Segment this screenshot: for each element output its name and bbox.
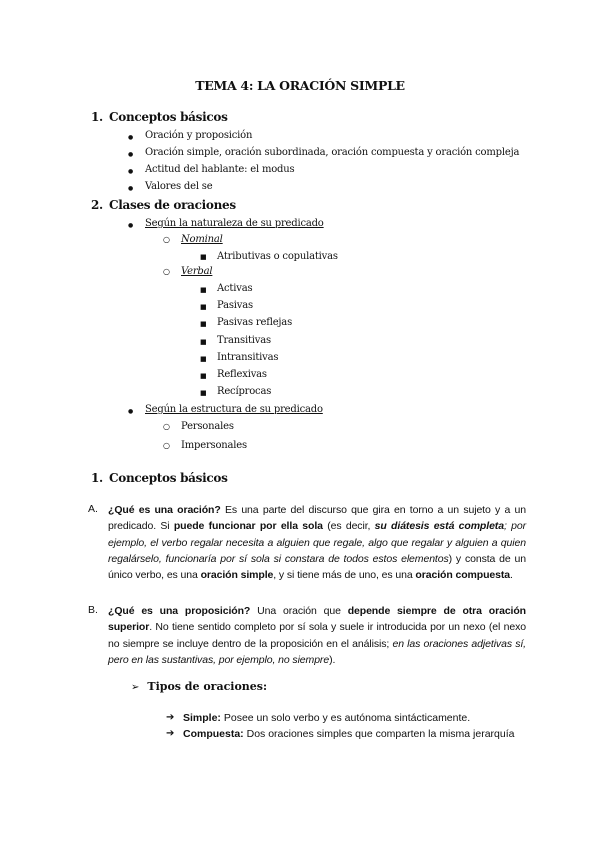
bold-text: Simple:	[183, 712, 221, 724]
question: ¿Qué es una oración?	[108, 504, 221, 516]
bold-text: puede funcionar por ella sola	[173, 520, 323, 533]
list-item: Atributivas o copulativas	[217, 251, 338, 262]
paragraph-label-a: A.	[88, 503, 98, 515]
square-bullet-icon	[200, 252, 207, 261]
circle-bullet-icon	[163, 267, 170, 276]
list-item-compuesta	[166, 726, 526, 742]
outline-section-1-heading	[91, 110, 228, 124]
list-item-naturaleza: Según la naturaleza de su predicado	[145, 218, 324, 229]
list-item-verbal: Verbal	[181, 266, 213, 277]
list-item: Impersonales	[181, 440, 247, 451]
list-item: Actitud del hablante: el modus	[145, 164, 295, 175]
question: ¿Qué es una proposición?	[108, 605, 251, 617]
section-label: Conceptos básicos	[109, 471, 228, 485]
paragraph-label-b: B.	[88, 604, 98, 616]
outline-section-2-heading	[91, 198, 236, 212]
section-number: 1.	[91, 110, 103, 124]
text: (es decir,	[322, 520, 375, 533]
bold-text: oración simple	[200, 569, 274, 582]
square-bullet-icon	[200, 388, 207, 397]
text: ) y consta de un único verbo, es una	[108, 552, 526, 582]
list-item: Oración simple, oración subordinada, oración compuesta y oración compleja	[145, 147, 520, 158]
tipos-label: Tipos de oraciones:	[147, 680, 268, 693]
bullet-icon	[128, 406, 133, 415]
list-item-nominal: Nominal	[181, 234, 223, 245]
italic-text: ; por ejemplo, el verbo regalar necesita a alguien que regale, algo que regalar y alguien a quien regalárselo, funcionaría por sí sola si constara de todos estos elementos	[108, 520, 526, 565]
paragraph-oracion	[108, 502, 526, 583]
bold-italic-text: su diátesis está completa	[374, 520, 504, 533]
italic-text: en las oraciones adjetivas sí, pero en las sustantivas, por ejemplo, no siempre	[108, 637, 527, 666]
list-item: Activas	[217, 283, 253, 294]
square-bullet-icon	[200, 371, 207, 380]
circle-bullet-icon	[163, 422, 170, 431]
square-bullet-icon	[200, 354, 207, 363]
text: Es una parte del discurso que gira en torno a un sujeto y a un predicado. Si	[108, 504, 526, 533]
list-item: Pasivas	[217, 300, 253, 311]
arrow-right-icon: ➔	[166, 728, 175, 739]
bullet-icon	[128, 166, 133, 175]
text: , y si tiene más de uno, es una	[273, 569, 416, 582]
circle-bullet-icon	[163, 235, 170, 244]
text: . No tiene sentido completo por sí sola y suele ir introducida por un nexo (el nexo no siempre se incluye dentro de la proposición en el análisis;	[108, 621, 526, 650]
page-title: TEMA 4: LA ORACIÓN SIMPLE	[195, 78, 405, 93]
section-label: Conceptos básicos	[109, 110, 228, 124]
bullet-icon	[128, 132, 133, 141]
list-item-simple	[166, 710, 526, 726]
list-item: Valores del se	[145, 181, 213, 192]
arrow-right-icon: ➔	[166, 712, 175, 723]
paragraph-proposicion	[108, 603, 526, 668]
section-number: 1.	[91, 471, 103, 485]
list-item: Oración y proposición	[145, 130, 253, 141]
list-item: Recíprocas	[217, 386, 272, 397]
text: .	[510, 569, 513, 582]
square-bullet-icon	[200, 319, 207, 328]
bold-text: Compuesta:	[183, 728, 244, 740]
section-label: Clases de oraciones	[109, 198, 236, 212]
square-bullet-icon	[200, 302, 207, 311]
bold-text: depende siempre de otra oración superior	[108, 605, 526, 634]
bullet-icon	[128, 220, 133, 229]
list-item: Personales	[181, 421, 234, 432]
bold-text: oración compuesta	[415, 569, 510, 582]
square-bullet-icon	[200, 285, 207, 294]
list-item: Pasivas reflejas	[217, 317, 293, 328]
text: Dos oraciones simples que comparten la misma jerarquía	[243, 728, 515, 740]
list-item-estructura: Según la estructura de su predicado	[145, 404, 323, 415]
bullet-icon	[128, 183, 133, 192]
tipos-heading	[131, 680, 267, 693]
square-bullet-icon	[200, 337, 207, 346]
text: ).	[329, 653, 336, 666]
list-item: Reflexivas	[217, 369, 267, 380]
section-number: 2.	[91, 198, 103, 212]
text: Posee un solo verbo y es autónoma sintácticamente.	[220, 712, 471, 724]
list-item: Transitivas	[217, 335, 271, 346]
circle-bullet-icon	[163, 441, 170, 450]
list-item: Intransitivas	[217, 352, 279, 363]
body-section-1-heading	[91, 471, 228, 485]
bullet-icon	[128, 149, 133, 158]
arrowhead-icon: ➢	[131, 682, 140, 693]
text: Una oración que	[250, 605, 348, 617]
